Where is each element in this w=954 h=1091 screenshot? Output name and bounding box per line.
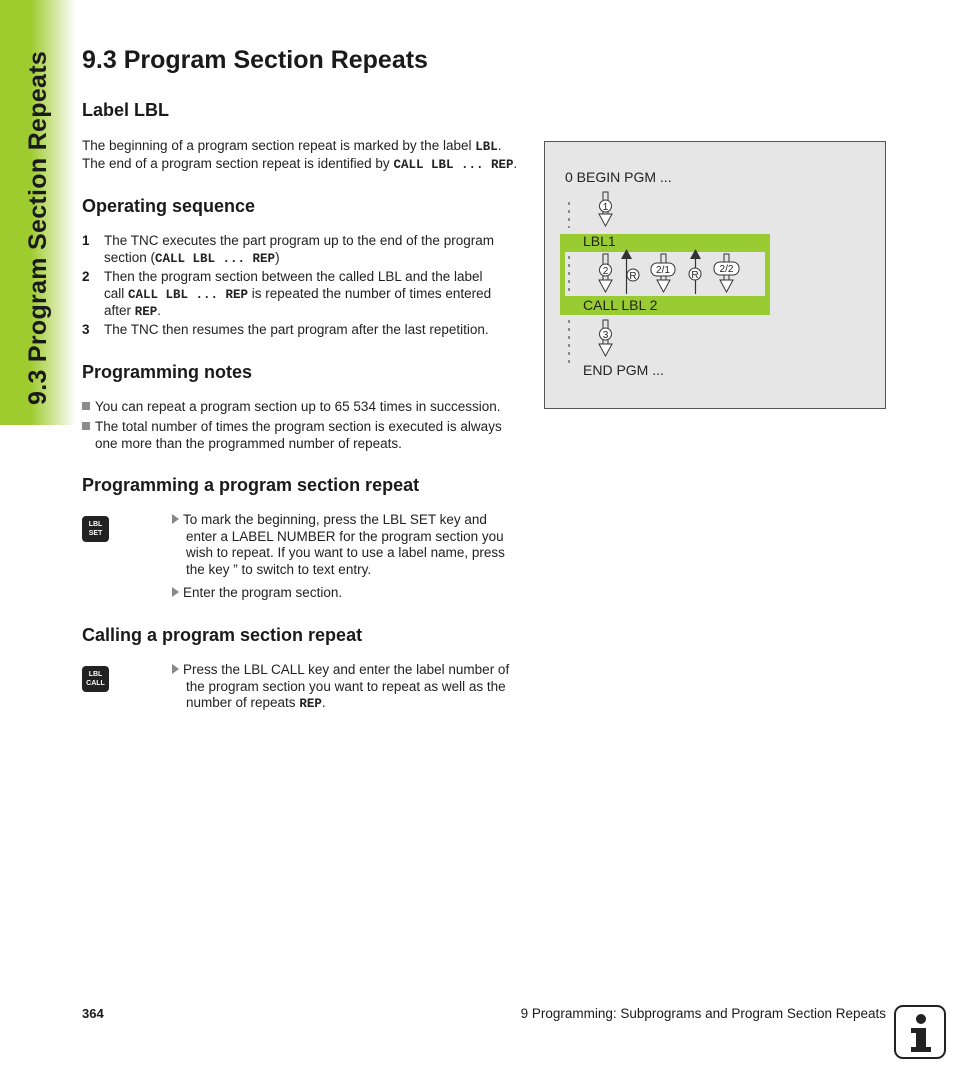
step-instruction xyxy=(172,512,532,578)
text: Enter the program section. xyxy=(183,585,343,600)
list-number: 3 xyxy=(82,322,90,337)
label-lbl-paragraph xyxy=(82,138,532,173)
text: number of repeats xyxy=(186,695,300,710)
text: is repeated the number of times entered xyxy=(248,285,492,301)
lbl-set-key-icon xyxy=(82,516,109,542)
text: You can repeat a program section up to 65 534 times in succession. xyxy=(95,399,501,414)
text: call xyxy=(104,285,129,301)
info-icon xyxy=(894,1005,946,1059)
bullet-square-icon xyxy=(82,422,90,430)
text: ) xyxy=(275,249,280,265)
arrow-right-icon xyxy=(172,587,179,597)
program-flow-diagram xyxy=(544,141,886,409)
call-lbl-label: CALL LBL 2 xyxy=(583,297,658,313)
text: wish to repeat. If you want to use a label name, press xyxy=(186,545,505,560)
begin-pgm-label: 0 BEGIN PGM ... xyxy=(565,169,672,185)
step-instruction xyxy=(172,585,532,602)
text: after xyxy=(104,303,135,318)
chapter-footer: 9 Programming: Subprograms and Program Section Repeats xyxy=(520,1006,886,1021)
text: . xyxy=(157,303,162,318)
key-label: CALL xyxy=(86,680,105,687)
flow-svg xyxy=(545,142,885,408)
code: REP xyxy=(134,305,158,319)
list-item xyxy=(104,233,534,267)
code: CALL LBL ... REP xyxy=(128,287,249,302)
heading-programming-repeat: Programming a program section repeat xyxy=(82,475,420,495)
step-marker: 2/1 xyxy=(656,265,670,276)
arrow-right-icon xyxy=(172,514,179,524)
text: the program section you want to repeat as well as the xyxy=(186,678,506,694)
step-marker: R xyxy=(691,270,699,281)
text: . xyxy=(497,138,502,153)
text: one more than the programmed number of repeats. xyxy=(95,435,402,451)
text: the key ” to switch to text entry. xyxy=(186,561,372,577)
lbl-call-key-icon xyxy=(82,666,109,692)
text: Then the program section between the called LBL and the label xyxy=(104,269,483,284)
bullet-square-icon xyxy=(82,402,90,410)
end-pgm-label: END PGM ... xyxy=(583,362,664,378)
text: To mark the beginning, press the LBL SET key and xyxy=(183,512,487,527)
text: enter a LABEL NUMBER for the program section you xyxy=(186,528,504,544)
text: section ( xyxy=(104,249,156,265)
note-item xyxy=(82,419,542,452)
lbl1-label: LBL1 xyxy=(583,233,616,249)
key-label: LBL xyxy=(88,671,103,678)
down-arrow-icon xyxy=(599,192,612,226)
heading-programming-notes: Programming notes xyxy=(82,362,253,382)
heading-operating-sequence: Operating sequence xyxy=(82,196,256,216)
note-item xyxy=(82,399,542,416)
text: . xyxy=(513,155,518,171)
code-rep: REP xyxy=(299,697,322,711)
step-marker: 2/2 xyxy=(719,264,734,275)
page-title: 9.3 Program Section Repeats xyxy=(82,46,428,74)
list-item: The TNC then resumes the part program after the last repetition. xyxy=(104,322,489,337)
code-call-lbl: CALL LBL ... REP xyxy=(393,157,514,172)
text: Press the LBL CALL key and enter the label number of xyxy=(183,662,510,677)
chapter-side-label: 9.3 Program Section Repeats xyxy=(24,50,52,405)
step-instruction xyxy=(172,662,532,713)
text: The TNC executes the part program up to the end of the program xyxy=(104,233,494,248)
text: The beginning of a program section repeat is marked by the label xyxy=(82,138,476,153)
step-marker: 3 xyxy=(602,330,609,341)
heading-calling-repeat: Calling a program section repeat xyxy=(82,625,363,645)
down-arrow-icon xyxy=(599,320,612,356)
text: . xyxy=(321,695,326,710)
heading-label-lbl: Label LBL xyxy=(82,100,170,120)
arrow-right-icon xyxy=(172,664,179,674)
code: CALL LBL ... REP xyxy=(155,251,276,266)
step-marker: 1 xyxy=(602,202,609,213)
list-number: 2 xyxy=(82,269,90,284)
key-label: SET xyxy=(88,530,103,537)
step-marker: 2 xyxy=(602,266,609,277)
code-lbl: LBL xyxy=(475,140,498,154)
key-label: LBL xyxy=(88,521,103,528)
text: The total number of times the program section is executed is always xyxy=(95,419,502,434)
step-marker: R xyxy=(629,271,637,282)
text: The end of a program section repeat is identified by xyxy=(82,155,394,171)
page-number: 364 xyxy=(82,1006,104,1021)
list-item xyxy=(104,269,534,321)
info-glyph-icon xyxy=(896,1007,944,1057)
list-number: 1 xyxy=(82,233,90,248)
